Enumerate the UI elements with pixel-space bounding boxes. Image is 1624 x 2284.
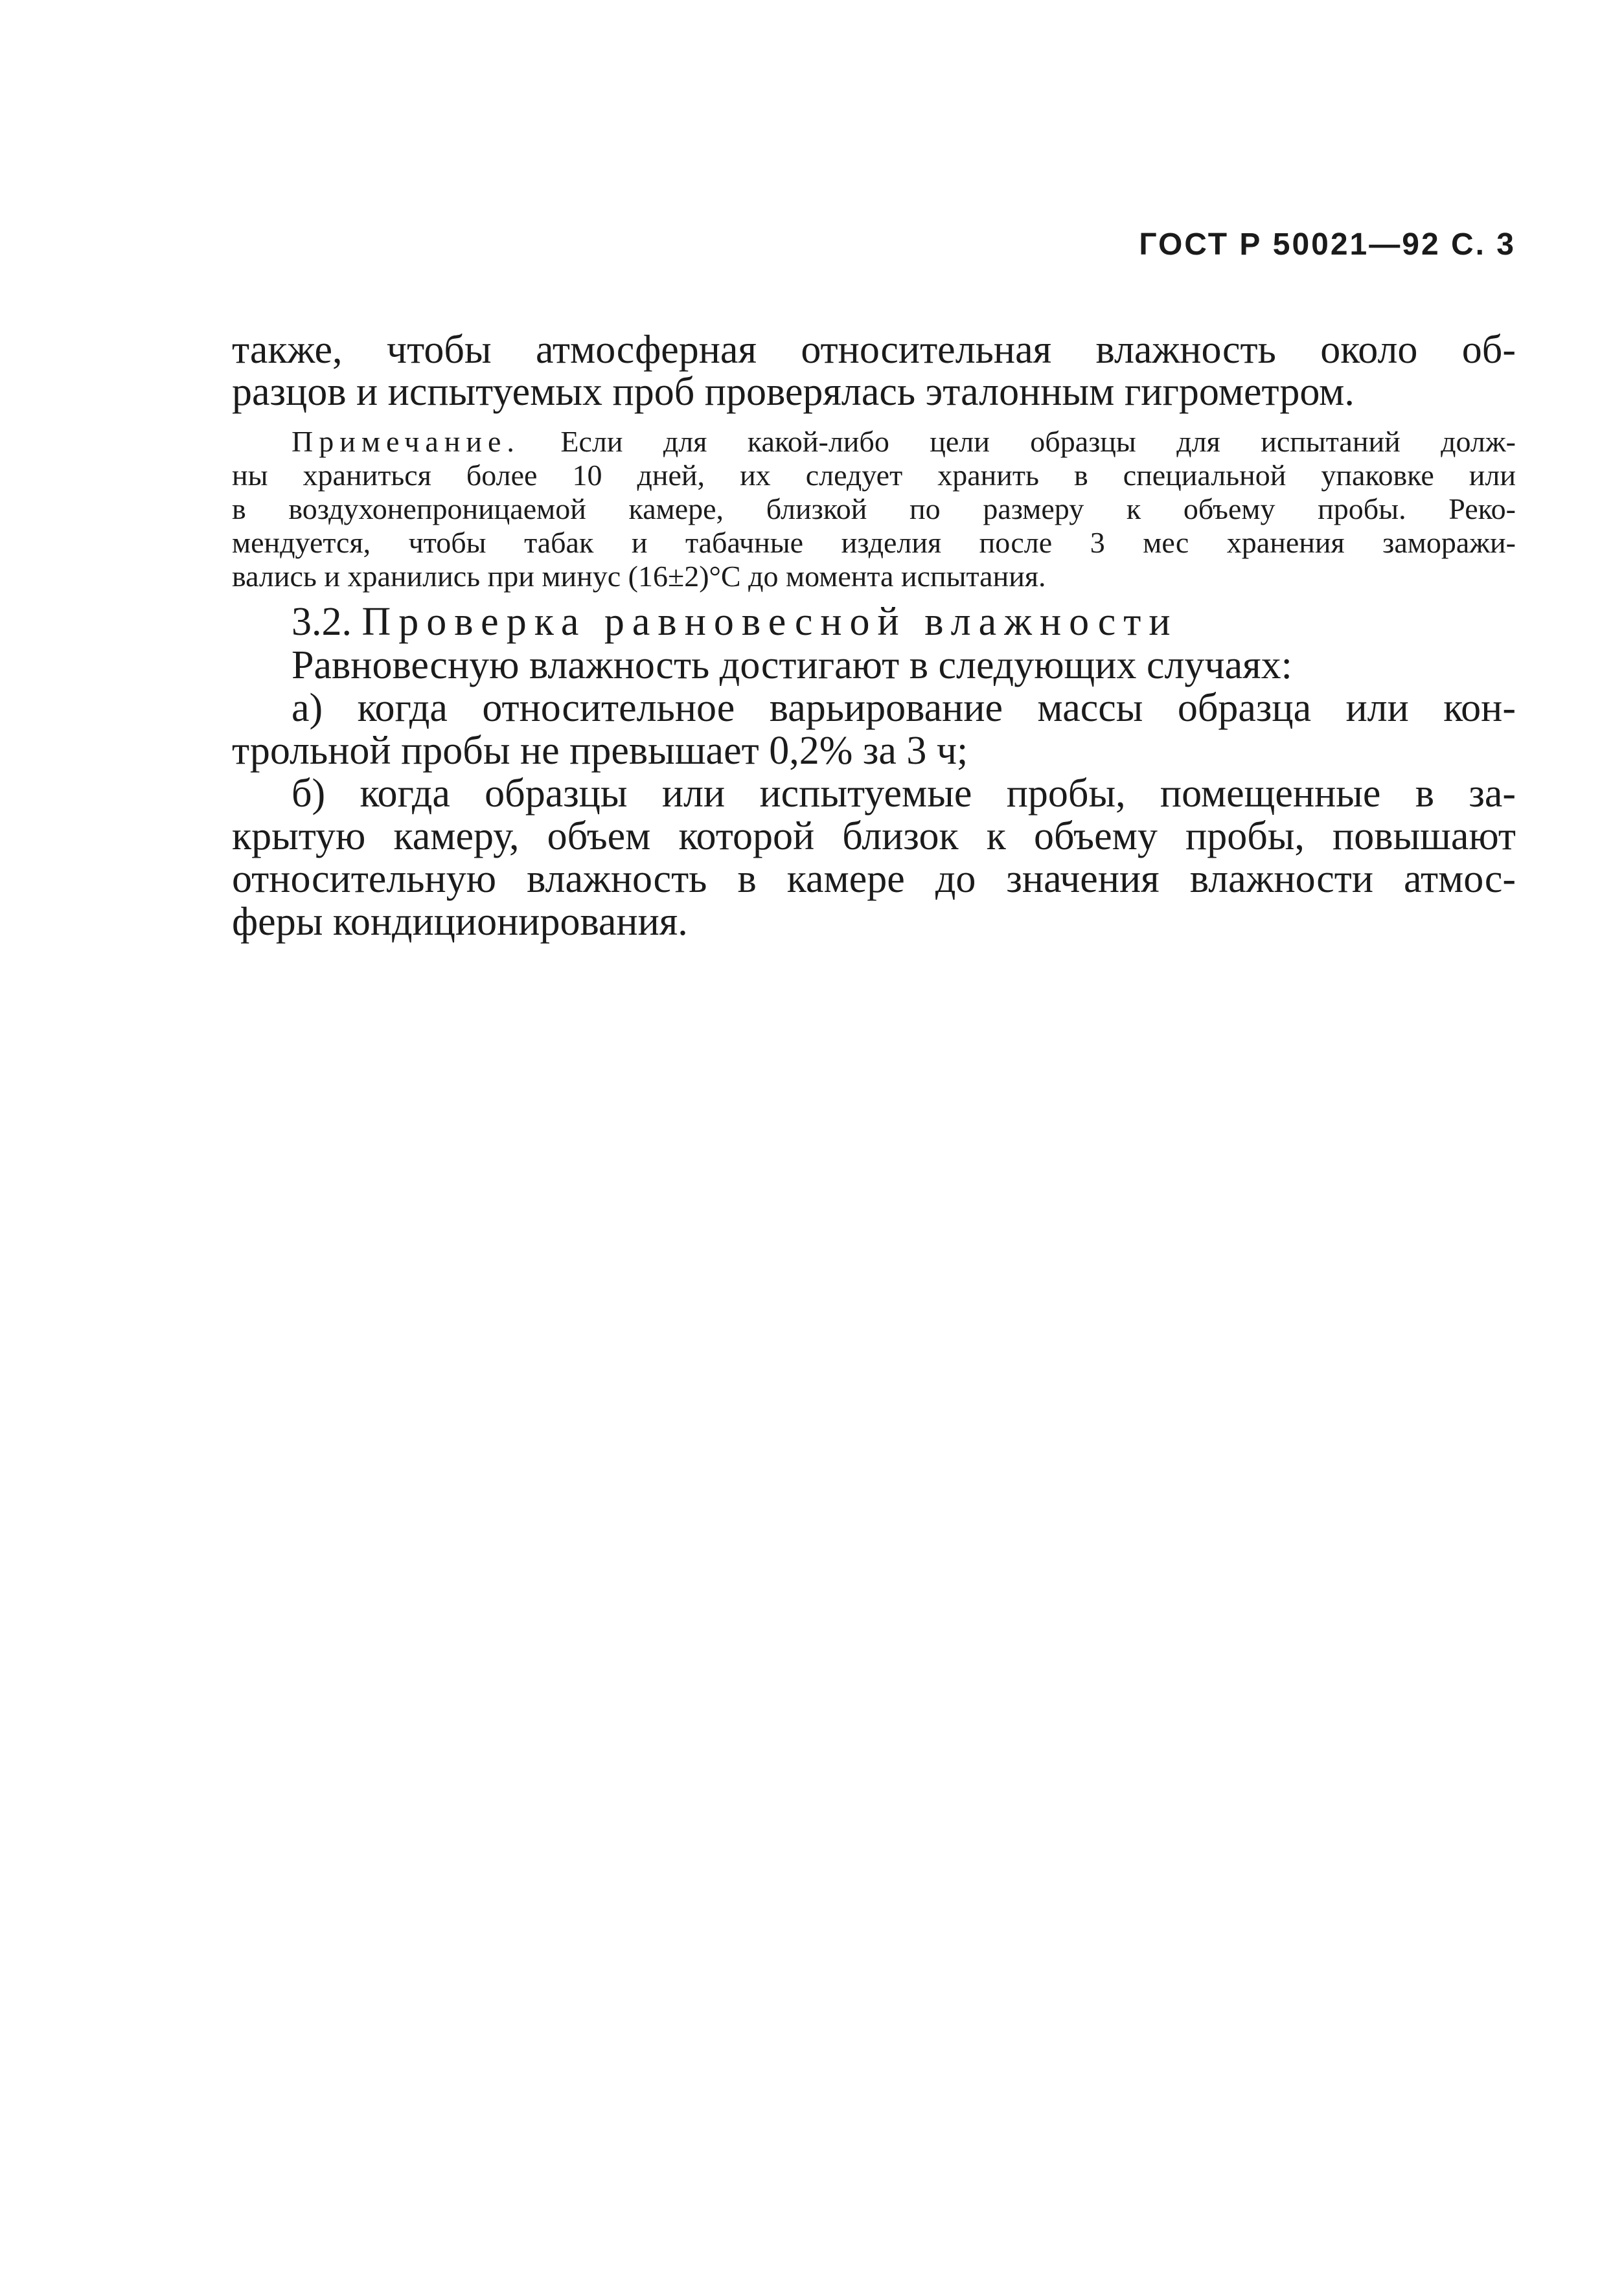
note-line-1-text: Если для какой-либо цели образцы для испытаний долж- <box>520 425 1516 458</box>
note-line-4: мендуется, чтобы табак и табачные изделия после 3 мес хранения заморажи- <box>232 526 1516 559</box>
note-line-3: в воздухонепроницаемой камере, близкой по размеру к объему пробы. Реко- <box>232 492 1516 525</box>
intro-line-2: разцов и испытуемых проб проверялась эталонным гигрометром. <box>232 370 1355 414</box>
note-line-2: ны храниться более 10 дней, их следует хранить в специальной упаковке или <box>232 459 1516 492</box>
item-b-line-3: относительную влажность в камере до значения влажности атмос- <box>232 857 1516 901</box>
section-heading <box>292 599 1178 645</box>
note-label: Примечание. <box>292 425 520 458</box>
item-a-line-2: трольной пробы не превышает 0,2% за 3 ч; <box>232 729 968 773</box>
item-b-line-2: крытую камеру, объем которой близок к объему пробы, повышают <box>232 814 1516 858</box>
section-number: 3.2. <box>292 600 352 644</box>
intro-line-1: также, чтобы атмосферная относительная влажность около об- <box>232 328 1516 372</box>
item-a-line-1: а) когда относительное варьирование массы образца или кон- <box>292 686 1516 730</box>
note-line-5: вались и хранились при минус (16±2)°С до момента испытания. <box>232 560 1046 593</box>
item-b-line-1: б) когда образцы или испытуемые пробы, помещенные в за- <box>292 771 1516 816</box>
page-header: ГОСТ Р 50021—92 С. 3 <box>1139 227 1516 262</box>
item-b-line-4: феры кондиционирования. <box>232 900 688 944</box>
note-line-1 <box>292 424 1516 459</box>
section-title: Проверка равновесной влажности <box>361 600 1178 644</box>
section-lead: Равновесную влажность достигают в следующих случаях: <box>292 643 1292 687</box>
